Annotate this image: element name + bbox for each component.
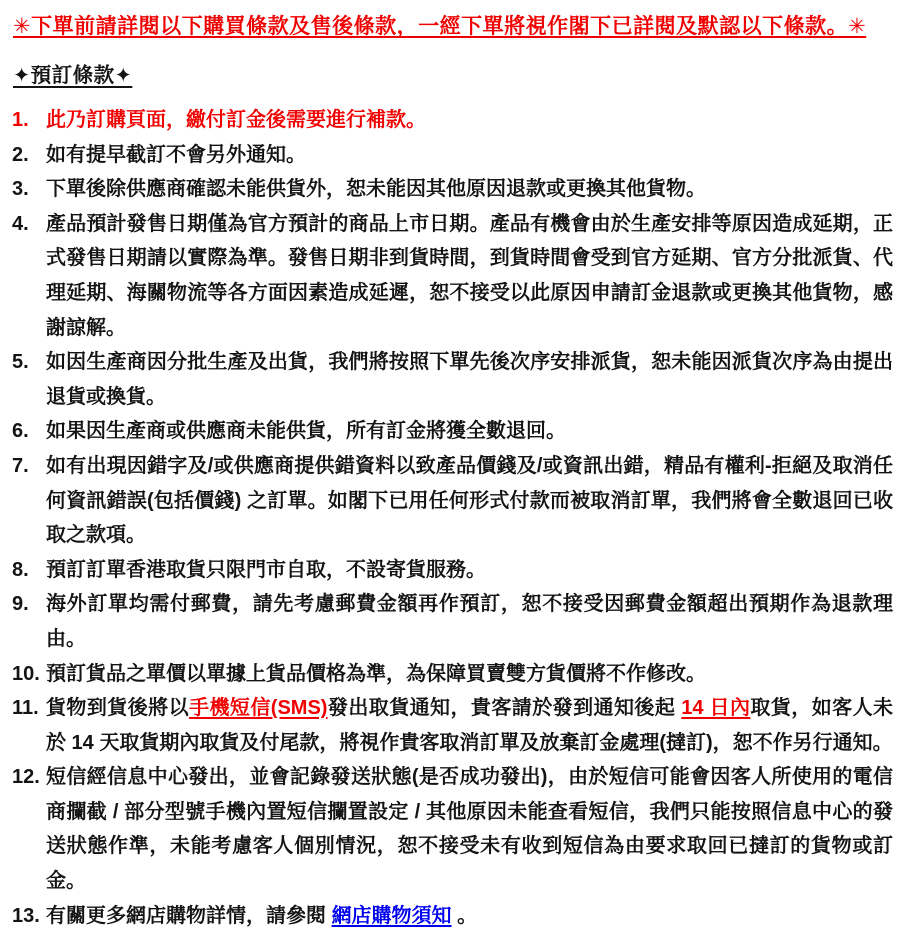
- term-text-segment: 如有出現因錯字及/或供應商提供錯資料以致產品價錢及/或資訊出錯，精品有權利-拒絕及取消任何資訊錯誤(包括價錢) 之訂單。如閣下已用任何形式付款而被取消訂單，我們將會全數退回已收取之款項。: [46, 454, 893, 547]
- term-text-segment: 貨物到貨後將以: [46, 697, 190, 720]
- term-item: [10, 138, 893, 173]
- section-title-preorder-terms: ✦預訂條款✦: [13, 64, 133, 87]
- term-text: [46, 213, 893, 339]
- term-text-segment: 預訂訂單香港取貨只限門市自取，不設寄貨服務。: [46, 558, 486, 581]
- term-text-segment: 。: [451, 904, 478, 927]
- terms-list: [10, 103, 893, 933]
- term-number: 5.: [12, 351, 29, 374]
- term-text: [46, 144, 306, 166]
- term-text-segment: 產品預計發售日期僅為官方預計的商品上市日期。產品有機會由於生產安排等原因造成延期，正式發售日期請以實際為準。發售日期非到貨時間，到貨時間會受到官方延期、官方分批派貨、代理延期、海關物流等各方面因素造成延遲，恕不接受以此原因申請訂金退款或更換其他貨物，感謝諒解。: [46, 212, 893, 339]
- term-text: [46, 178, 706, 200]
- term-item: [10, 207, 893, 345]
- term-text: [46, 109, 426, 131]
- term-item: [10, 172, 893, 207]
- term-number: 4.: [12, 212, 29, 235]
- preorder-warning-banner: ✳下單前請詳閱以下購買條款及售後條款，一經下單將視作閣下已詳閱及默認以下條款。✳: [13, 15, 867, 38]
- term-number: 7.: [12, 454, 29, 477]
- term-item: [10, 449, 893, 553]
- term-text-segment: 取貨，如客人未於 14 天取貨期內取貨及付尾款，將視作貴客取消訂單及放棄訂金處理(撻訂)，恕不作另行通知。: [46, 697, 893, 754]
- term-text: [46, 593, 893, 650]
- term-item: [10, 345, 893, 414]
- term-text: [46, 766, 893, 892]
- term-number: 10.: [12, 662, 40, 685]
- term-item: [10, 103, 893, 138]
- term-text-segment: 海外訂單均需付郵費，請先考慮郵費金額再作預訂，恕不接受因郵費金額超出預期作為退款理由。: [46, 593, 893, 650]
- term-text-segment: 有關更多網店購物詳情，請參閱: [46, 904, 332, 927]
- term-text: [46, 663, 706, 685]
- term-number: 12.: [12, 766, 40, 789]
- term-text-segment: 此乃訂購頁面，繳付訂金後需要進行補款。: [46, 109, 426, 131]
- term-text-segment: 如果因生產商或供應商未能供貨，所有訂金將獲全數退回。: [46, 420, 566, 443]
- term-number: 6.: [12, 420, 29, 443]
- term-text-segment: 發出取貨通知，貴客請於發到通知後起: [327, 697, 682, 720]
- term-text-segment: 如因生產商因分批生產及出貨，我們將按照下單先後次序安排派貨，恕未能因派貨次序為由提出退貨或換貨。: [46, 351, 893, 408]
- term-item: [10, 691, 893, 760]
- term-item: [10, 553, 893, 588]
- term-text-segment: 下單後除供應商確認未能供貨外，恕未能因其他原因退款或更換其他貨物。: [46, 178, 706, 201]
- term-number: 1.: [12, 109, 29, 131]
- term-text: [46, 455, 893, 546]
- term-item: [10, 414, 893, 449]
- term-text-segment: 預訂貨品之單價以單據上貨品價格為準，為保障買賣雙方貨價將不作修改。: [46, 662, 706, 685]
- term-highlight: 手機短信(SMS): [189, 697, 328, 720]
- term-number: 9.: [12, 593, 29, 616]
- term-item: [10, 657, 893, 692]
- term-item: [10, 760, 893, 898]
- term-text: [46, 351, 893, 408]
- term-text: [46, 559, 486, 581]
- term-text-segment: 如有提早截訂不會另外通知。: [46, 143, 306, 166]
- term-item: [10, 899, 893, 934]
- term-text: [46, 905, 477, 927]
- term-number: 3.: [12, 178, 29, 201]
- term-highlight: 14 日內: [681, 697, 751, 720]
- term-number: 2.: [12, 143, 29, 166]
- term-text: [46, 420, 566, 442]
- term-number: 11.: [12, 697, 39, 720]
- term-item: [10, 587, 893, 656]
- shop-guide-link[interactable]: 網店購物須知: [331, 904, 452, 927]
- term-text: [46, 697, 893, 754]
- term-number: 13.: [12, 904, 40, 927]
- term-number: 8.: [12, 558, 29, 581]
- term-text-segment: 短信經信息中心發出，並會記錄發送狀態(是否成功發出)，由於短信可能會因客人所使用的電信商攔截 / 部分型號手機內置短信攔置設定 / 其他原因未能查看短信，我們只能按照信息中心的發送狀態作準，未能考慮客人個別情況，恕不接受未有收到短信為由要求取回已撻訂的貨物或訂金。: [46, 766, 893, 893]
